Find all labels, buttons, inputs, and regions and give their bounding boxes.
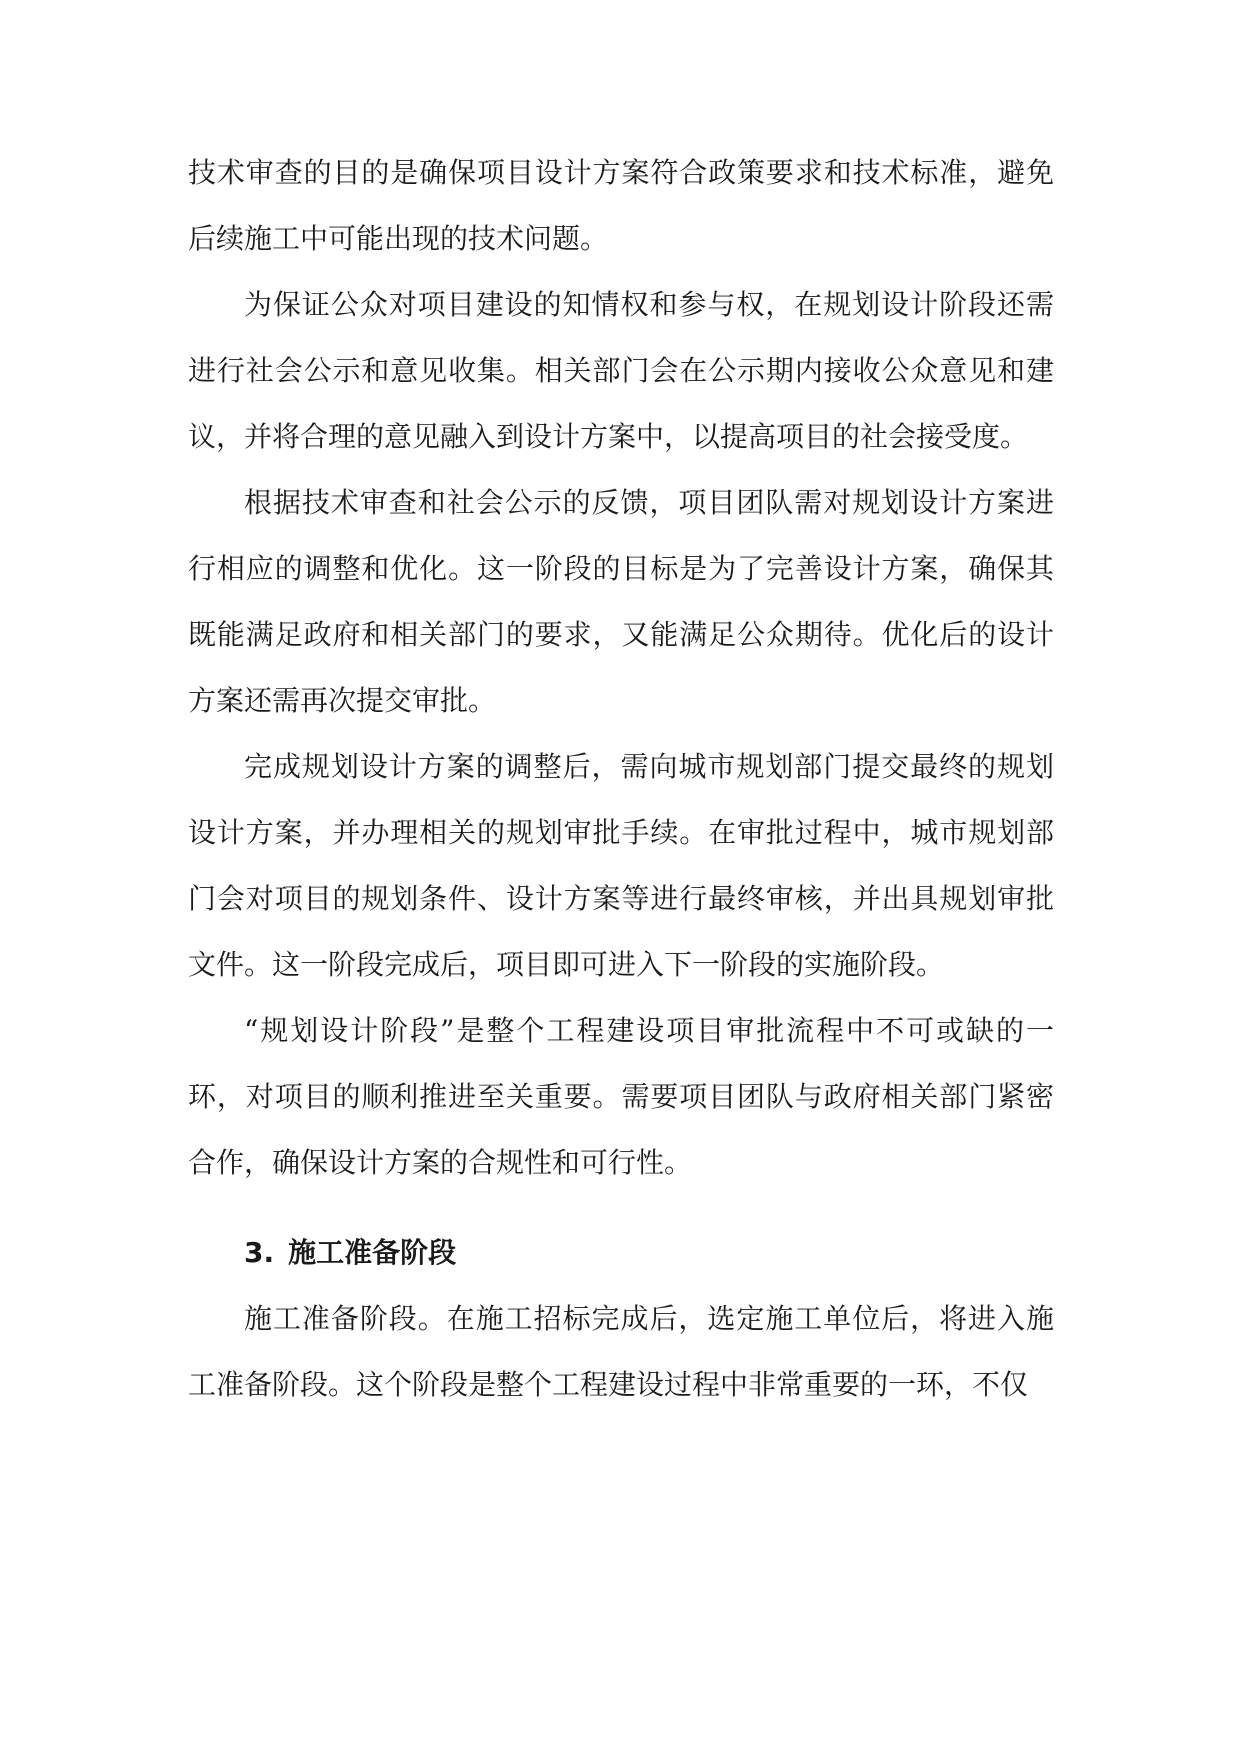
paragraph-public-notice: 为保证公众对项目建设的知情权和参与权，在规划设计阶段还需进行社会公示和意见收集。相关部门会在公示期内接收公众意见和建议，并将合理的意见融入到设计方案中，以提高项目的社会接受度。 [188,288,1054,453]
paragraph-construction-prep: 施工准备阶段。在施工招标完成后，选定施工单位后，将进入施工准备阶段。这个阶段是整个工程建设过程中非常重要的一环，不仅 [188,1302,1054,1401]
section-number: 3. [244,1236,275,1269]
document-body [188,140,1054,1418]
paragraph-final-approval: 完成规划设计方案的调整后，需向城市规划部门提交最终的规划设计方案，并办理相关的规划审批手续。在审批过程中，城市规划部门会对项目的规划条件、设计方案等进行最终审核，并出具规划审批文件。这一阶段完成后，项目即可进入下一阶段的实施阶段。 [188,750,1054,981]
paragraph-technical-review-purpose: 技术审查的目的是确保项目设计方案符合政策要求和技术标准，避免后续施工中可能出现的技术问题。 [188,156,1054,255]
paragraph-plan-adjustment: 根据技术审查和社会公示的反馈，项目团队需对规划设计方案进行相应的调整和优化。这一阶段的目标是为了完善设计方案，确保其既能满足政府和相关部门的要求，又能满足公众期待。优化后的设计方案还需再次提交审批。 [188,486,1054,717]
paragraph-stage-summary: “规划设计阶段”是整个工程建设项目审批流程中不可或缺的一环，对项目的顺利推进至关重要。需要项目团队与政府相关部门紧密合作，确保设计方案的合规性和可行性。 [188,1014,1054,1179]
section-heading [188,1220,1054,1286]
section-title: 施工准备阶段 [288,1236,457,1269]
